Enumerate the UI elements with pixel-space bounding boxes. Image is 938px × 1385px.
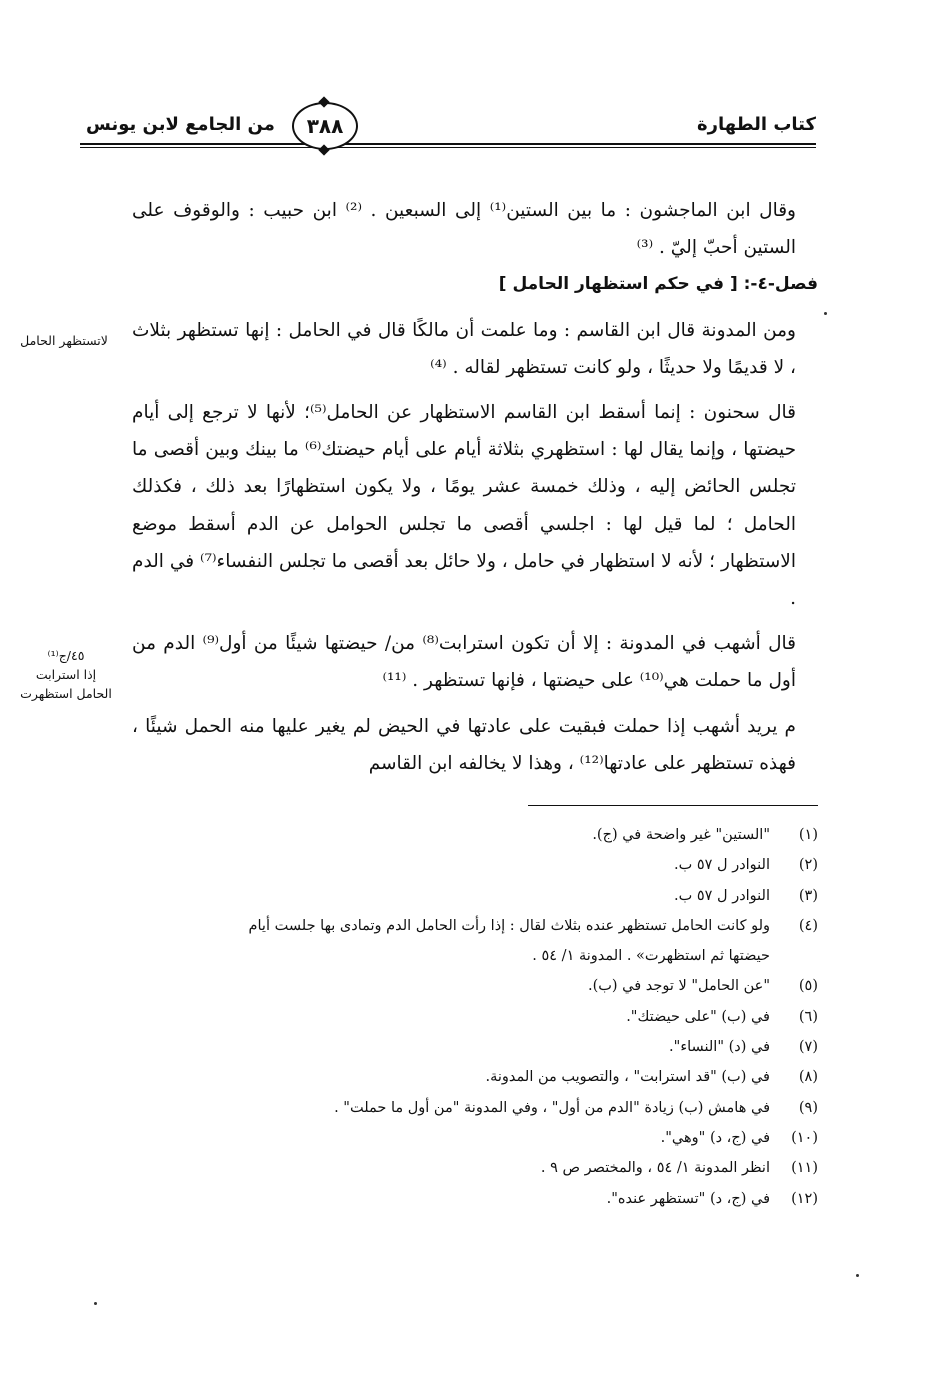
footnote bbox=[132, 1093, 818, 1123]
footnote-number: (٣) bbox=[798, 887, 818, 904]
footnote-text: ولو كانت الحامل تستظهر عنده بثلاث لقال : إذا رأت الحامل الدم وتمادى بها جلست أيام bbox=[248, 917, 770, 934]
footnote-number: (٢) bbox=[798, 857, 818, 874]
footnote-text: في (ج، د) "تستظهر عنده". bbox=[606, 1190, 770, 1207]
footnote-number: (١١) bbox=[791, 1160, 818, 1177]
footnote bbox=[132, 911, 818, 941]
footnote-number: (١٢) bbox=[791, 1190, 818, 1207]
scan-speck bbox=[824, 312, 827, 315]
footnote-number: (١٠) bbox=[791, 1129, 818, 1146]
margin-note-text: إذا استرابت bbox=[35, 667, 97, 682]
footnote-number: (٩) bbox=[798, 1099, 818, 1116]
header-rule-thin bbox=[80, 147, 816, 148]
footnote bbox=[132, 881, 818, 911]
footnote-text: في هامش (ب) زيادة "الدم من أول" ، وفي المدونة "من أول ما حملت" . bbox=[334, 1099, 770, 1116]
footnote-separator bbox=[528, 805, 818, 806]
footnote bbox=[132, 1032, 818, 1062]
book-title: كتاب الطهارة bbox=[696, 114, 816, 135]
footnote-number: (٨) bbox=[798, 1069, 818, 1086]
margin-note-ref: ٤٥/ج⁽¹⁾ bbox=[47, 648, 85, 663]
margin-note-text: لاتستظهر الحامل bbox=[20, 333, 108, 348]
footnote-text: انظر المدونة ١/ ٥٤ ، والمختصر ص ٩ . bbox=[540, 1160, 770, 1177]
footnotes bbox=[132, 820, 818, 1214]
footnote-text: في (ج، د) "وهي". bbox=[660, 1129, 770, 1146]
footnote bbox=[132, 1153, 818, 1183]
margin-note bbox=[14, 646, 118, 703]
page-header bbox=[80, 112, 816, 152]
paragraph: قال أشهب في المدونة : إلا أن تكون استرابت⁽⁸⁾ من/ حيضتها شيئًا من أول⁽⁹⁾ الدم من أول ما حملت هي⁽¹⁰⁾ على حيضتها ، فإنها تستظهر . ⁽¹¹⁾ bbox=[132, 633, 796, 692]
footnote-number: (١) bbox=[798, 827, 818, 843]
paragraph: وقال ابن الماجشون : ما بين الستين⁽¹⁾ إلى السبعين . ⁽²⁾ ابن حبيب : والوقوف على الستين أحبّ إليّ . ⁽³⁾ bbox=[132, 200, 796, 259]
paragraph: قال سحنون : إنما أسقط ابن القاسم الاستظهار عن الحامل⁽⁵⁾؛ لأنها لا ترجع إلى أيام حيضتها ، وإنما يقال لها : استظهري بثلاثة أيام على أيام حيضتك⁽⁶⁾ ما بينك وبين أقصى ما تجلس الحائض إليه ، وذلك خمسة عشر يومًا ، ولا يكون استظهارًا بعد ذلك ، فكذلك الحامل ؛ لما قيل لها : اجلسي أقصى ما تجلس الحوامل عن الدم أسقط موضع الاستظهار ؛ لأنه لا استظهار في حامل ، ولا حائل بعد أقصى ما تجلس النفساء⁽⁷⁾ في الدم . bbox=[132, 402, 797, 610]
header-rule bbox=[80, 143, 816, 145]
margin-note bbox=[10, 331, 118, 350]
page-number: ٣٨٨ bbox=[306, 114, 344, 138]
scan-speck bbox=[856, 1274, 859, 1277]
scan-speck bbox=[94, 1302, 97, 1305]
footnote bbox=[132, 820, 818, 850]
footnote bbox=[132, 1123, 818, 1153]
paragraph: م يريد أشهب إذا حملت فبقيت على عادتها في الحيض لم يغير عليها منه الحمل شيئًا ، فهذه تستظهر على عادتها⁽¹²⁾ ، وهذا لا يخالفه ابن القاسم bbox=[132, 715, 796, 774]
footnote-text: النوادر ل ٥٧ ب. bbox=[673, 857, 770, 874]
footnote-text: في (د) "النساء". bbox=[669, 1039, 770, 1056]
footnote-text: "الستين" غير واضحة في (ج). bbox=[592, 827, 770, 843]
footnote-text: في (ب) "قد استرابت" ، والتصويب من المدونة. bbox=[485, 1069, 770, 1086]
footnote bbox=[132, 850, 818, 880]
footnote bbox=[132, 1002, 818, 1032]
section-heading: فصل-٤-: [ في حكم استظهار الحامل ] bbox=[498, 274, 818, 295]
work-title: من الجامع لابن يونس bbox=[86, 114, 275, 135]
footnote-continuation: حيضتها ثم استظهرت» . المدونة ١/ ٥٤ . bbox=[532, 948, 770, 965]
footnote-number: (٥) bbox=[798, 978, 818, 995]
paragraph: ومن المدونة قال ابن القاسم : وما علمت أن مالكًا قال في الحامل : إنها تستظهر بثلاث ، لا قديمًا ولا حديثًا ، ولو كانت تستظهر لقاله . ⁽⁴⁾ bbox=[132, 319, 796, 378]
main-text bbox=[132, 192, 818, 782]
footnote-number: (٧) bbox=[798, 1039, 818, 1056]
footnote-number: (٤) bbox=[798, 917, 818, 934]
footnote-text: "عن الحامل" لا توجد في (ب). bbox=[587, 978, 770, 995]
page-number-badge bbox=[292, 102, 358, 150]
footnote-text: في (ب) "على حيضتك". bbox=[626, 1008, 770, 1025]
footnote bbox=[132, 1062, 818, 1092]
footnote bbox=[132, 971, 818, 1001]
footnote-number: (٦) bbox=[798, 1008, 818, 1025]
footnote-text: النوادر ل ٥٧ ب. bbox=[673, 887, 770, 904]
footnote bbox=[132, 1184, 818, 1214]
margin-note-text: الحامل استظهرت bbox=[20, 686, 112, 701]
